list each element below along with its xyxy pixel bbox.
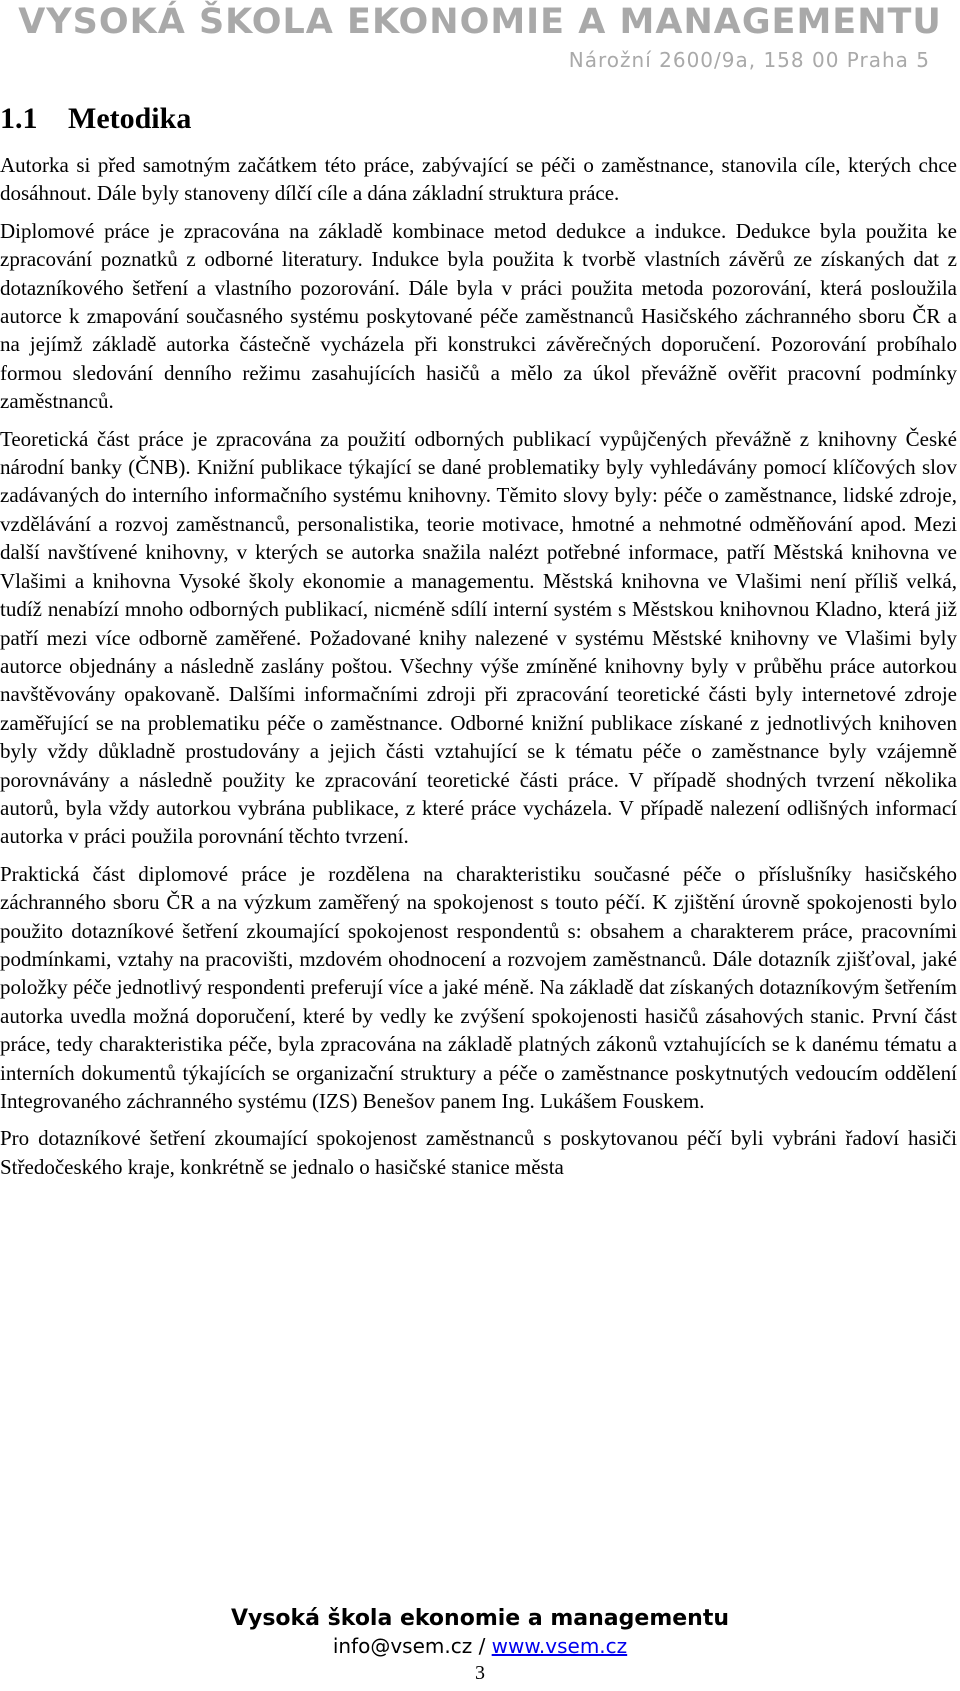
footer-separator: / — [472, 1634, 492, 1658]
header-address: Nárožní 2600/9a, 158 00 Praha 5 — [568, 48, 930, 72]
body-text — [0, 151, 957, 1181]
section-title: Metodika — [68, 102, 192, 135]
header-school-name: VYSOKÁ ŠKOLA EKONOMIE A MANAGEMENTU — [18, 2, 942, 42]
section-number: 1.1 — [0, 102, 38, 135]
paragraph-survey: Pro dotazníkové šetření zkoumající spokojenost zaměstnanců s poskytovanou péčí byli vybráni řadoví hasiči Středočeského kraje, konkrétně se jednalo o hasičské stanice města — [0, 1126, 957, 1179]
paragraph-methods: Diplomové práce je zpracována na základě kombinace metod dedukce a indukce. Dedukce byla použita ke zpracování poznatků z odborné literatury. Indukce byla použita k tvorbě vlastních závěrů ze získaných dat z dotazníkového šetření a vlastního pozorování. Dále byla v práci použita metoda pozorování, která posloužila autorce k zmapování současného systému poskytované péče zaměstnanců Hasičského záchranného sboru ČR a na jejímž základě autorka částečně vycházela při konstrukci závěrečných doporučení. Pozorování probíhalo formou sledování denního režimu zasahujících hasičů a mělo za úkol převážně ověřit pracovní podmínky zaměstnanců. — [0, 218, 957, 414]
footer-school-name: Vysoká škola ekonomie a managementu — [230, 1606, 730, 1631]
footer-website-link[interactable]: www.vsem.cz — [491, 1634, 628, 1658]
paragraph-theoretical-part: Teoretická část práce je zpracována za použití odborných publikací vypůjčených převážně z knihovny České národní banky (ČNB). Knižní publikace týkající se dané problematiky byly vyhledávány pomocí klíčových slov zadávaných do interního informačního systému knihovny. Těmito slovy byly: péče o zaměstnance, lidské zdroje, vzdělávání a rozvoj zaměstnanců, personalistika, teorie motivace, hmotné a nehmotné odměňování apod. Mezi další navštívené knihovny, v kterých se autorka snažila nalézt potřebné informace, patří Městská knihovna ve Vlašimi a knihovna Vysoké školy ekonomie a managementu. Městská knihovna ve Vlašimi není příliš velká, tudíž nenabízí mnoho odborných publikací, nicméně sdílí interní systém s Městskou knihovnou Kladno, která již patří mezi více odborně zaměřené. Požadované knihy nalezené v systému Městské knihovny ve Vlašimi byly autorce objednány a následně zaslány poštou. Všechny výše zmíněné knihovny byly v průběhu práce autorkou navštěvovány opakovaně. Dalšími informačními zdroji při zpracování teoretické části byly internetové zdroje zaměřující se na problematiku péče o zaměstnance. Odborné knižní publikace získané z jednotlivých knihoven byly vždy důkladně prostudovány a jejich části vztahující se k tématu péče o zaměstnance byly vzájemně porovnávány a následně použity ke zpracování teoretické části práce. V případě shodných tvrzení několika autorů, byla vždy autorkou vybrána publikace, z které práce vycházela. V případě nalezení odlišných informací autorka v práci použila porovnání těchto tvrzení. — [0, 426, 957, 849]
footer-email[interactable]: info@vsem.cz — [332, 1634, 473, 1658]
page-number: 3 — [475, 1662, 485, 1684]
section-heading — [0, 102, 191, 136]
paragraph-goals: Autorka si před samotným začátkem této práce, zabývající se péči o zaměstnance, stanovila cíle, kterých chce dosáhnout. Dále byly stanoveny dílčí cíle a dána základní struktura práce. — [0, 153, 957, 206]
paragraph-practical-part: Praktická část diplomové práce je rozdělena na charakteristiku současné péče o příslušníky hasičského záchranného sboru ČR a na výzkum zaměřený na spokojenost s touto péčí. K zjištění úrovně spokojenosti bylo použito dotazníkové šetření zkoumající spokojenost respondentů s: obsahem a charakterem práce, pracovními podmínkami, vztahy na pracovišti, mzdovém ohodnocení a rozvojem zaměstnanců. Dále dotazník zjišťoval, jaké položky péče jednotlivý respondenti preferují více a jaké méně. Na základě dat získaných dotazníkovým šetřením autorka uvedla možná doporučení, které by vedly ke zvýšení spokojenosti hasičů zásahových stanic. První část práce, tedy charakteristika péče, byla zpracována na základě platných zákonů vztahujících se k danému tématu a interních dokumentů týkajících se organizační struktury a péče o zaměstnance poskytnutých vedoucím oddělení Integrovaného záchranného systému (IZS) Benešov panem Ing. Lukášem Fouskem. — [0, 861, 957, 1113]
footer-contact — [0, 1634, 960, 1658]
